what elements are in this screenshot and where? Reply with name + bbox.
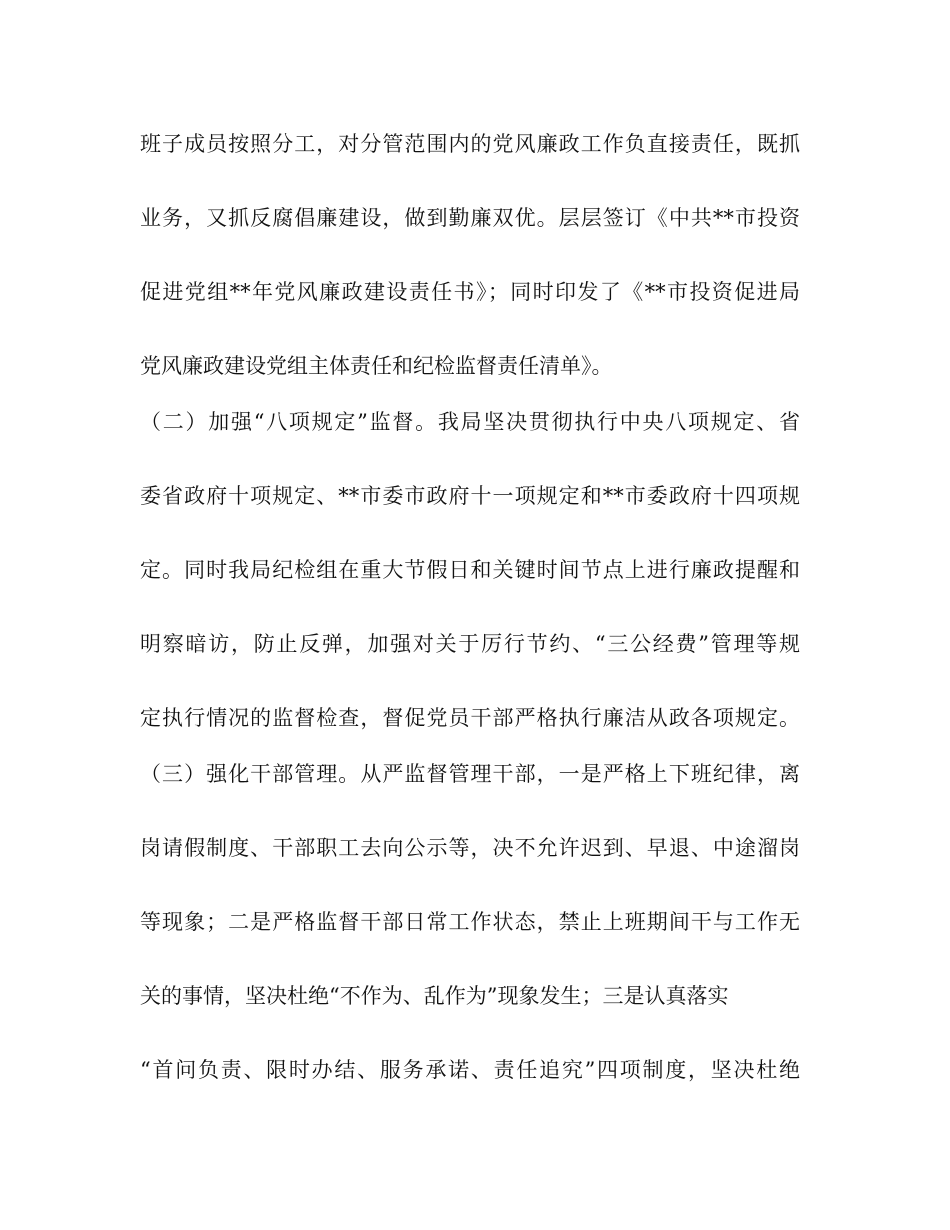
text-line: 关的事情，坚决杜绝“不作为、乱作为”现象发生；三是认真落实 — [140, 984, 729, 1008]
text-line: 促进党组**年党风廉政建设责任书》；同时印发了《**市投资促进局 — [140, 280, 800, 304]
text-line: 等现象；二是严格监督干部日常工作状态，禁止上班期间干与工作无 — [140, 910, 800, 934]
text-line: （二）加强“八项规定”监督。我局坚决贯彻执行中央八项规定、省 — [140, 410, 800, 434]
text-line: 定执行情况的监督检查，督促党员干部严格执行廉洁从政各项规定。 — [140, 706, 800, 730]
text-line: （三）强化干部管理。从严监督管理干部，一是严格上下班纪律，离 — [140, 762, 800, 786]
text-line: 党风廉政建设党组主体责任和纪检监督责任清单》。 — [140, 354, 613, 378]
text-line: 明察暗访，防止反弹，加强对关于厉行节约、“三公经费”管理等规 — [140, 632, 800, 656]
text-line: 定。同时我局纪检组在重大节假日和关键时间节点上进行廉政提醒和 — [140, 558, 800, 582]
text-line: 业务，又抓反腐倡廉建设，做到勤廉双优。层层签订《中共**市投资 — [140, 206, 800, 230]
text-line: 班子成员按照分工，对分管范围内的党风廉政工作负直接责任，既抓 — [140, 132, 800, 156]
text-line: 委省政府十项规定、**市委市政府十一项规定和**市委政府十四项规 — [140, 484, 800, 508]
text-line: 岗请假制度、干部职工去向公示等，决不允许迟到、早退、中途溜岗 — [140, 836, 800, 860]
text-line: “首问负责、限时办结、服务承诺、责任追究”四项制度，坚决杜绝 — [140, 1058, 800, 1082]
